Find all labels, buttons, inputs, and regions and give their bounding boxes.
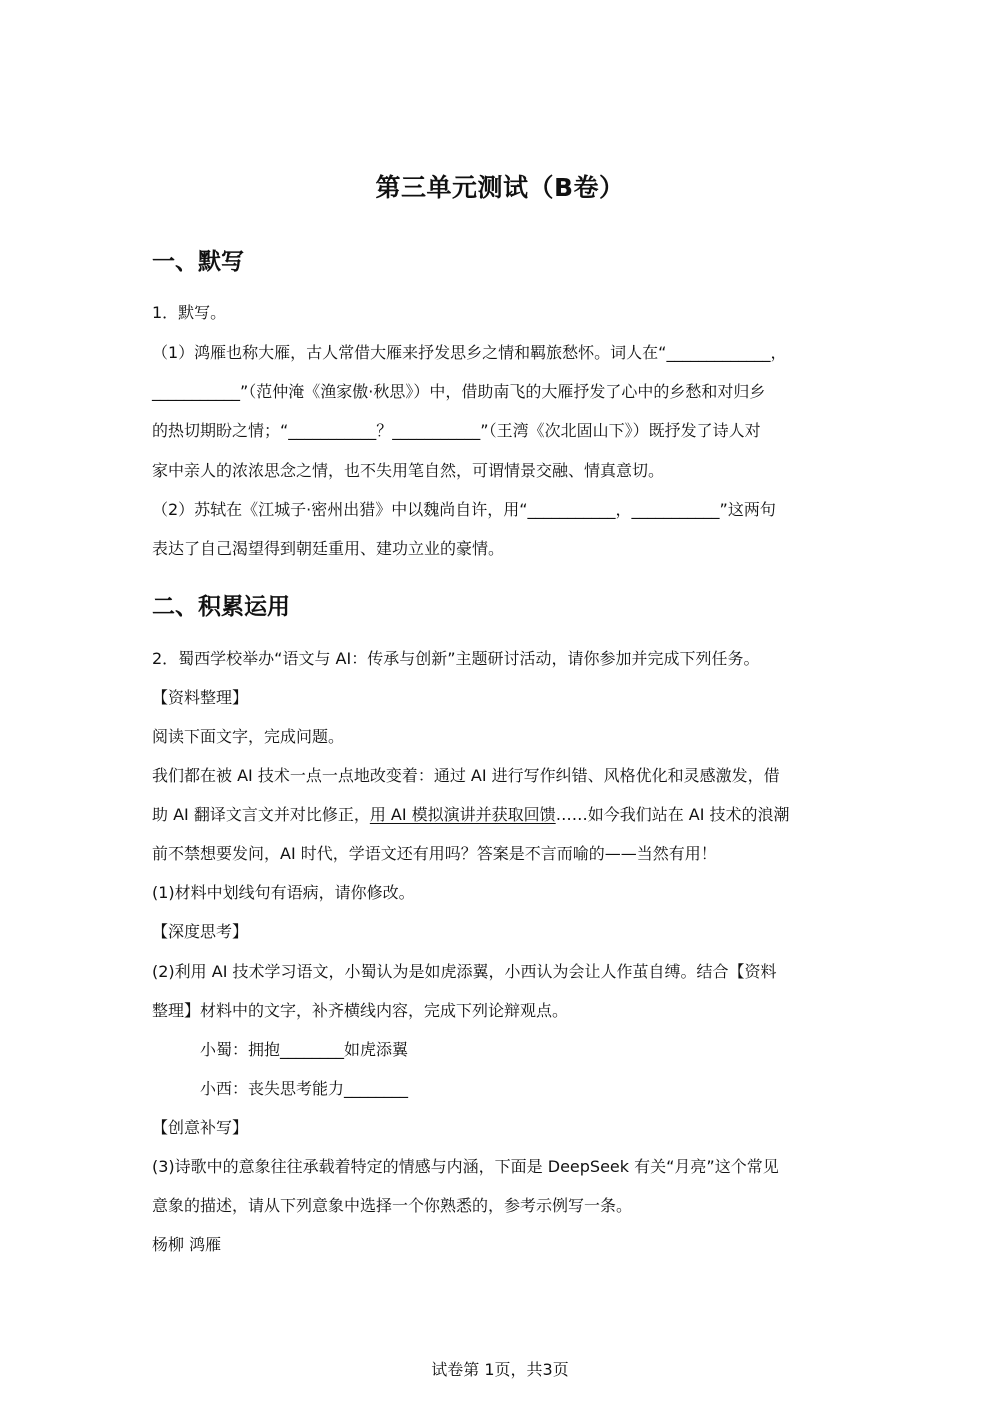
sub-question-2-line2: 整理】材料中的文字，补齐横线内容，完成下列论辩观点。 [152,1001,569,1020]
label-deep-thinking: 【深度思考】 [152,922,249,941]
sub-question-2-line1: (2)利用 AI 技术学习语文，小蜀认为是如虎添翼，小西认为会让人作茧自缚。结合【资料 [152,962,777,981]
passage-line-1: 我们都在被 AI 技术一点一点地改变着：通过 AI 进行写作纠错、风格优化和灵感激发，借 [152,766,780,785]
question-1-part1-line4: 家中亲人的浓浓思念之情，也不失用笔自然，可谓情景交融、情真意切。 [152,461,665,480]
label-creative-writing: 【创意补写】 [152,1118,249,1137]
question-1-part1-line1: （1）鸿雁也称大雁，古人常借大雁来抒发思乡之情和羁旅愁怀。词人在“_____________， [152,343,787,362]
sub-question-1: (1)材料中划线句有语病，请你修改。 [152,883,415,902]
passage-line-2-prefix: 助 AI 翻译文言文并对比修正， [152,805,370,824]
label-material: 【资料整理】 [152,688,249,707]
passage-line-3: 前不禁想要发问，AI 时代，学语文还有用吗？答案是不言而喻的——当然有用！ [152,844,717,863]
question-1-part2-line1: （2）苏轼在《江城子·密州出猎》中以魏尚自许，用“___________，___________”这两句 [152,500,776,519]
sub-question-3-line1: (3)诗歌中的意象往往承载着特定的情感与内涵，下面是 DeepSeek 有关“月亮”这个常见 [152,1157,779,1176]
imagery-options: 杨柳 鸿雁 [152,1235,222,1254]
question-1-stem: 1．默写。 [152,303,227,322]
underlined-sentence: 用 AI 模拟演讲并获取回馈 [369,805,556,824]
reading-instruction: 阅读下面文字，完成问题。 [152,727,345,746]
passage-line-2 [152,804,790,826]
section-heading-accumulation: 二、积累运用 [152,594,290,620]
passage-line-2-suffix: ……如今我们站在 AI 技术的浪潮 [555,805,790,824]
page-footer: 试卷第 1页，共3页 [431,1360,569,1379]
page-title: 第三单元测试（B卷） [375,173,625,202]
question-1-part1-line2: ___________”（范仲淹《渔家傲·秋思》）中，借助南飞的大雁抒发了心中的乡愁和对归乡 [152,382,766,401]
question-2-stem: 2．蜀西学校举办“语文与 AI：传承与创新”主题研讨活动，请你参加并完成下列任务。 [152,649,760,668]
question-1-part2-line2: 表达了自己渴望得到朝廷重用、建功立业的豪情。 [152,539,505,558]
viewpoint-xiaoshu: 小蜀：拥抱________如虎添翼 [200,1040,409,1059]
question-1-part1-line3: 的热切期盼之情；“___________？___________”（王湾《次北固山下》）既抒发了诗人对 [152,421,761,440]
section-heading-dictation: 一、默写 [152,249,244,275]
sub-question-3-line2: 意象的描述，请从下列意象中选择一个你熟悉的，参考示例写一条。 [152,1196,633,1215]
viewpoint-xiaoxi: 小西：丧失思考能力________ [200,1079,409,1098]
